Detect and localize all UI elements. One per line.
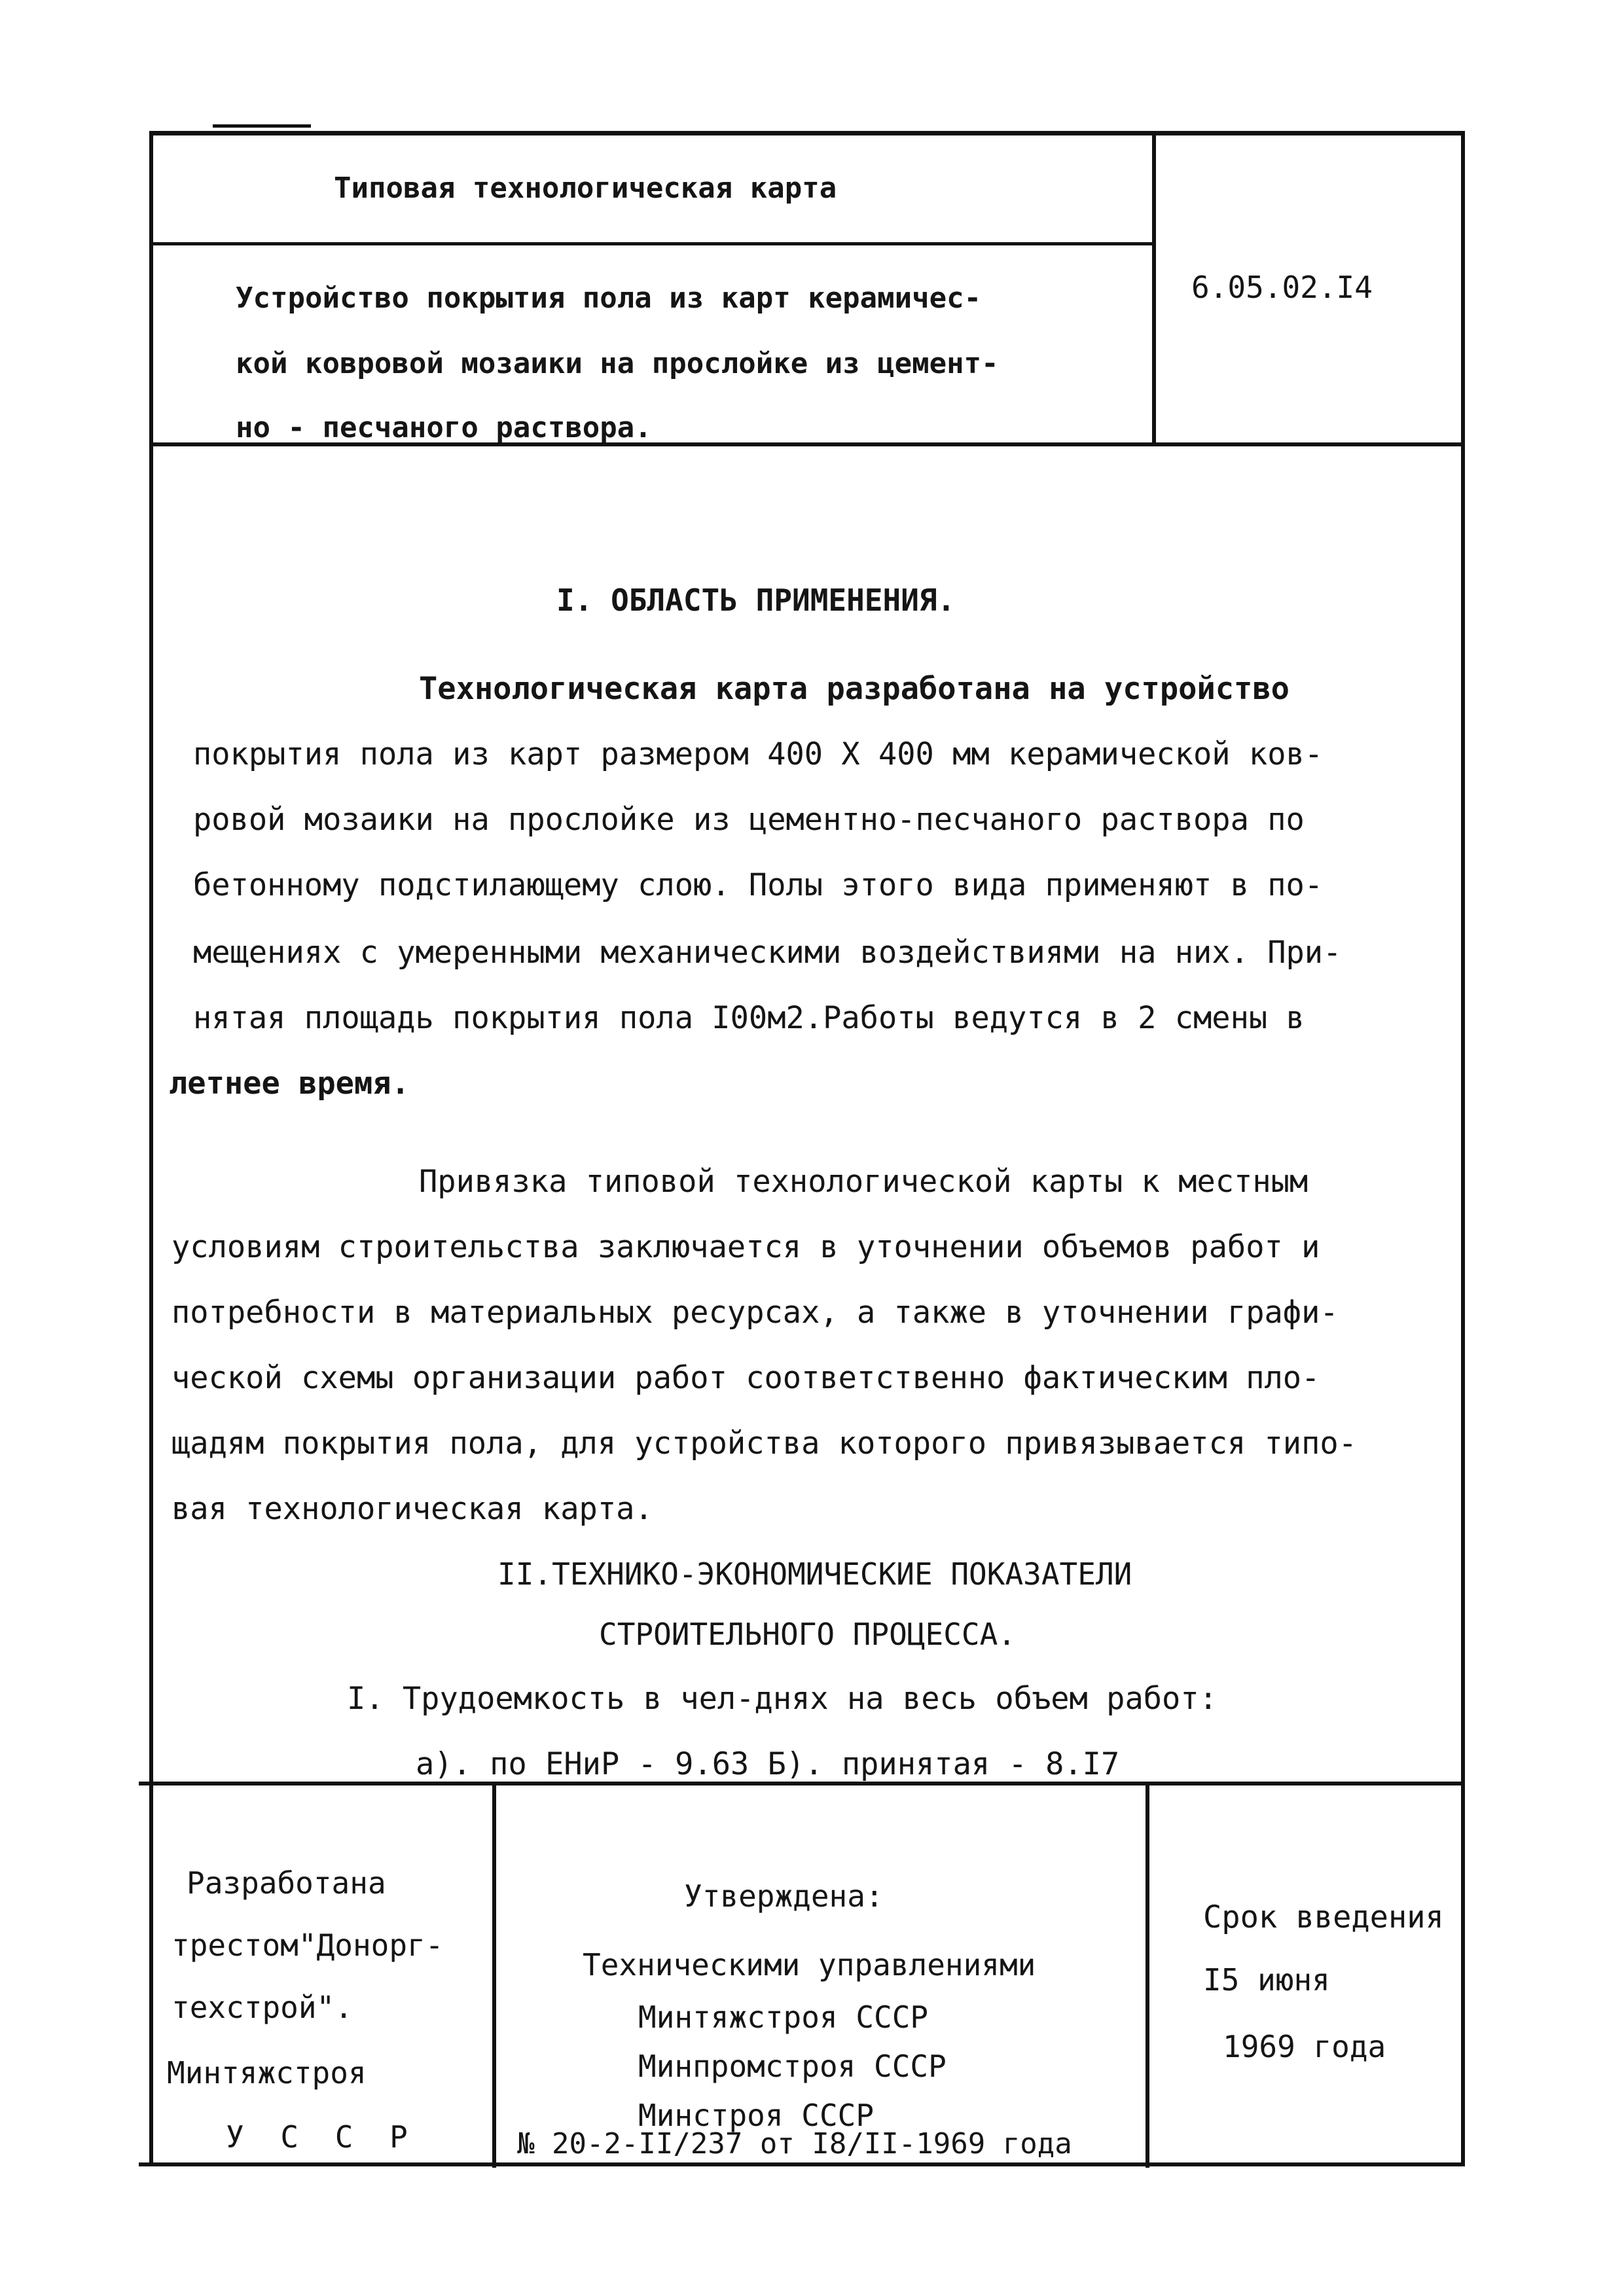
header-subtitle-line-2: кой ковровой мозаики на прослойке из цемент- — [236, 347, 999, 380]
para1-line-3: ровой мозаики на прослойке из цементно-песчаного раствора по — [193, 802, 1305, 838]
top-border-stub — [213, 124, 311, 128]
effective-line-1: Срок введения — [1203, 1899, 1444, 1935]
approved-line-3: Минпромстроя СССР — [638, 2049, 947, 2084]
developed-line-4: Минтяжстроя — [167, 2055, 367, 2090]
section-1-heading: I. ОБЛАСТЬ ПРИМЕНЕНИЯ. — [556, 583, 956, 618]
header-subtitle-line-3: но - песчаного раствора. — [236, 411, 652, 442]
para2-line-3: потребности в материальных ресурсах, а также в уточнении графи- — [171, 1295, 1339, 1331]
para1-line-6: нятая площадь покрытия пола I00м2.Работы ведутся в 2 смены в — [193, 1000, 1305, 1036]
section-2-heading-line-1: II.ТЕХНИКО-ЭКОНОМИЧЕСКИЕ ПОКАЗАТЕЛИ — [497, 1556, 1132, 1592]
para1-line-2: покрытия пола из карт размером 400 X 400 мм керамической ков- — [193, 736, 1324, 772]
developed-line-2: трестом"Донорг- — [171, 1928, 444, 1963]
labor-intensity-item: I. Трудоемкость в чел-днях на весь объем работ: — [347, 1681, 1218, 1717]
effective-line-2: I5 июня — [1203, 1962, 1330, 1998]
header-code-divider — [1152, 131, 1156, 445]
left-border-line — [149, 131, 153, 2166]
developed-line-5: У С С Р — [226, 2119, 417, 2155]
para1-line-1: Технологическая карта разработана на устройство — [419, 671, 1290, 707]
para2-line-1: Привязка типовой технологической карты к местным — [419, 1164, 1308, 1200]
labor-intensity-values: а). по ЕНиР - 9.63 Б). принятая - 8.I7 — [416, 1746, 1120, 1782]
footer-bottom-line — [139, 2162, 1465, 2166]
para2-line-5: щадям покрытия пола, для устройства которого привязывается типо- — [171, 1426, 1357, 1462]
approved-line-1: Техническими управлениями — [583, 1947, 1036, 1982]
header-title: Типовая технологическая карта — [334, 171, 837, 205]
approved-title: Утверждена: — [684, 1878, 884, 1914]
para2-line-6: вая технологическая карта. — [171, 1491, 653, 1527]
section-2-heading-line-2: СТРОИТЕЛЬНОГО ПРОЦЕССА. — [599, 1617, 1016, 1652]
approved-line-4: Минстроя СССР — [638, 2098, 875, 2133]
header-bottom-line — [149, 442, 1465, 446]
footer-right-divider — [1146, 1782, 1149, 2168]
approved-line-2: Минтяжстроя СССР — [638, 2000, 929, 2035]
para2-line-2: условиям строительства заключается в уточнении объемов работ и — [171, 1229, 1320, 1265]
para1-line-4: бетонному подстилающему слою. Полы этого вида применяют в по- — [193, 867, 1324, 903]
footer-top-line — [139, 1782, 1465, 1785]
para1-line-5: мещениях с умеренными механическими воздействиями на них. При- — [193, 935, 1342, 971]
footer-left-divider — [492, 1782, 496, 2168]
right-border-line — [1461, 131, 1465, 2166]
para1-line-7: летнее время. — [169, 1066, 410, 1102]
document-code: 6.05.02.I4 — [1191, 270, 1373, 305]
header-title-divider — [149, 242, 1154, 245]
header-subtitle-line-1: Устройство покрытия пола из карт керамичес- — [236, 281, 982, 315]
top-border-line — [149, 131, 1465, 135]
developed-line-3: техстрой". — [171, 1990, 353, 2025]
developed-line-1: Разработана — [187, 1865, 386, 1901]
approved-reference: № 20-2-II/237 от I8/II-1969 года — [517, 2127, 1072, 2161]
effective-line-3: 1969 года — [1223, 2029, 1386, 2064]
para2-line-4: ческой схемы организации работ соответственно фактическим пло- — [171, 1360, 1320, 1396]
